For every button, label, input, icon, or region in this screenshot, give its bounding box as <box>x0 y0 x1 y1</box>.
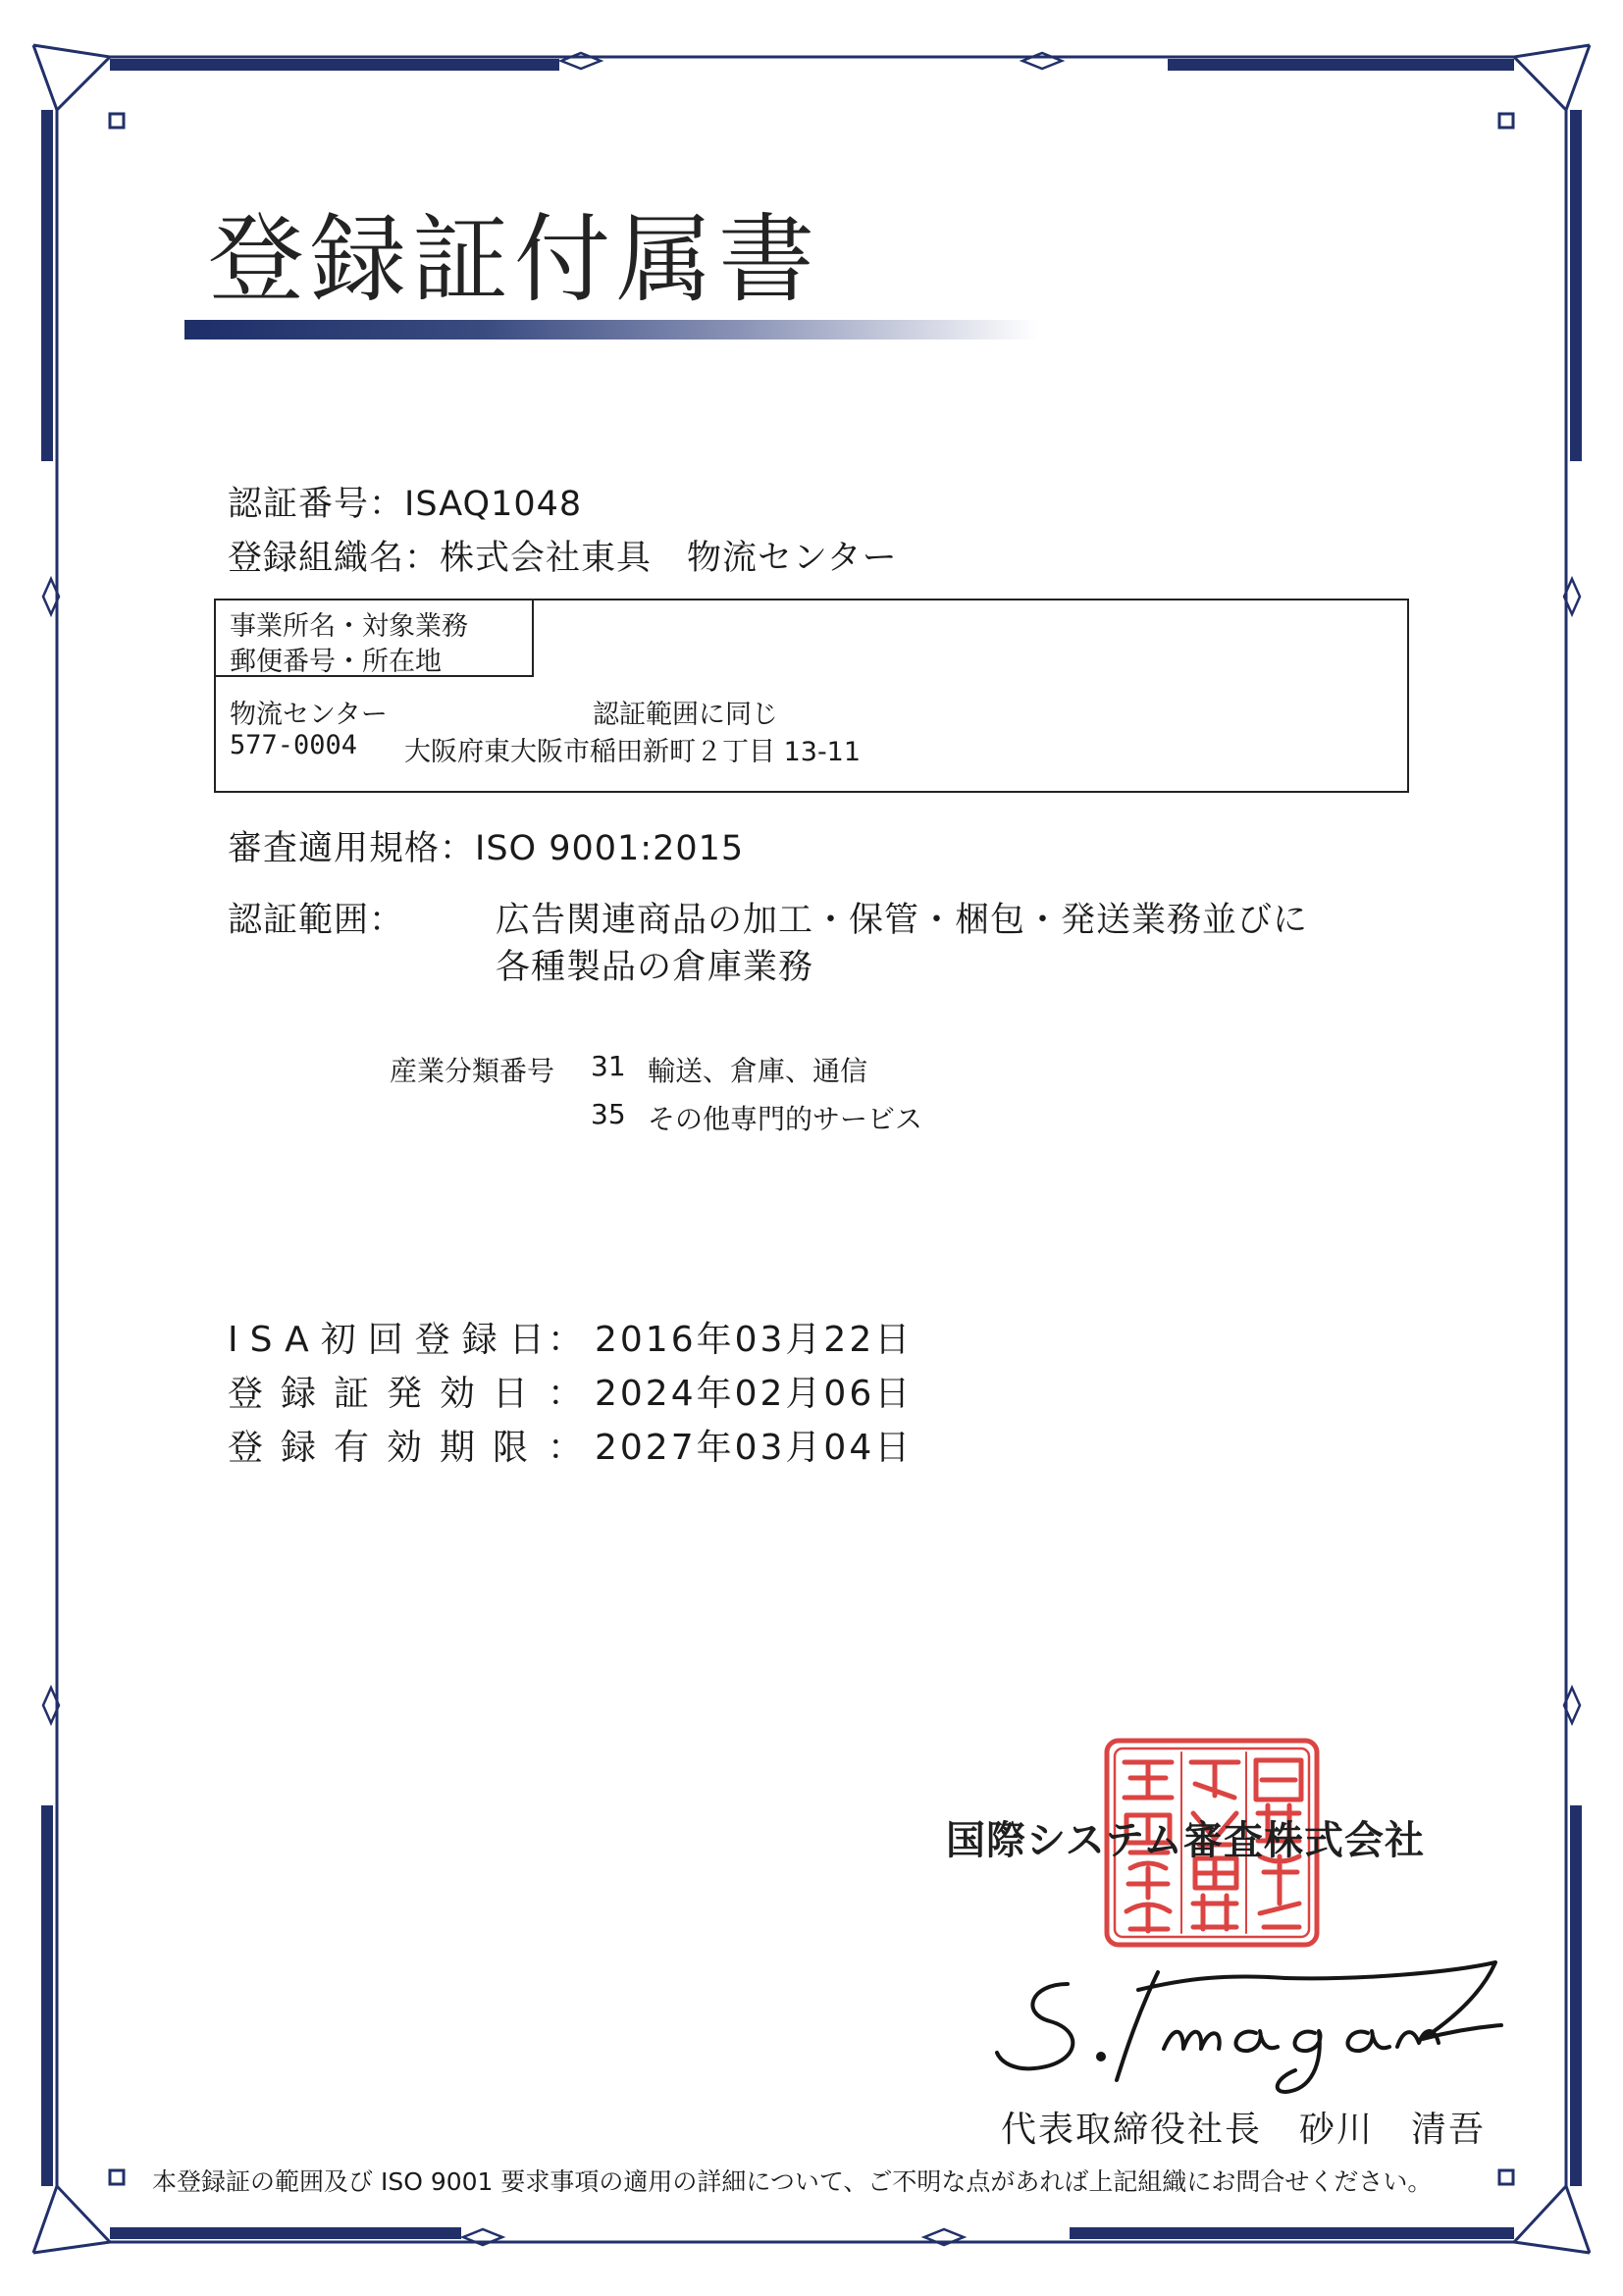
page-title: 登録証付属書 <box>208 204 821 316</box>
date-colon: ： <box>548 1374 584 1414</box>
site-postal-code: 577-0004 <box>230 730 358 760</box>
representative-name: 代表取締役社長 砂川 清吾 <box>1001 2110 1487 2150</box>
site-name: 物流センター <box>230 700 388 730</box>
site-scope: 認証範囲に同じ <box>593 700 778 730</box>
footer-note: 本登録証の範囲及び ISO 9001 要求事項の適用の詳細について、ご不明な点があれば上記組織にお問合せください。 <box>152 2167 1433 2196</box>
expiry-date-label: 登録有効期限 <box>228 1428 547 1468</box>
industry-label: 産業分類番号 <box>390 1055 555 1087</box>
industry-name-1: 輸送、倉庫、通信 <box>648 1055 868 1087</box>
site-header-line-2: 郵便番号・所在地 <box>230 647 442 677</box>
site-table <box>214 599 1409 793</box>
industry-code-2: 35 <box>591 1098 626 1130</box>
issue-date: 2024年02月06日 <box>595 1374 914 1414</box>
organization-name: 登録組織名：株式会社東具 物流センター <box>228 539 898 578</box>
certificate-number: 認証番号：ISAQ1048 <box>228 485 583 524</box>
date-colon: ： <box>548 1320 584 1360</box>
industry-code-1: 31 <box>591 1050 626 1082</box>
industry-name-2: その他専門的サービス <box>648 1103 923 1135</box>
date-colon: ： <box>548 1428 584 1468</box>
scope-label: 認証範囲： <box>228 901 405 940</box>
scope-line-1: 広告関連商品の加工・保管・梱包・発送業務並びに <box>496 901 1309 940</box>
scope-line-2: 各種製品の倉庫業務 <box>496 948 814 987</box>
audit-standard: 審査適用規格：ISO 9001:2015 <box>228 829 745 868</box>
initial-registration-date: 2016年03月22日 <box>595 1320 914 1360</box>
issuer-company-name: 国際システム審査株式会社 <box>946 1818 1425 1863</box>
initial-registration-label: ISA初回登録日 <box>228 1320 556 1360</box>
site-address: 大阪府東大阪市稲田新町２丁目 13-11 <box>404 737 862 767</box>
representative-signature <box>991 1955 1511 2102</box>
expiry-date: 2027年03月04日 <box>595 1428 914 1468</box>
site-header-line-1: 事業所名・対象業務 <box>230 611 468 642</box>
issue-date-label: 登録証発効日 <box>228 1374 547 1414</box>
site-table-header <box>216 600 534 677</box>
title-underline-bar <box>184 320 1038 339</box>
